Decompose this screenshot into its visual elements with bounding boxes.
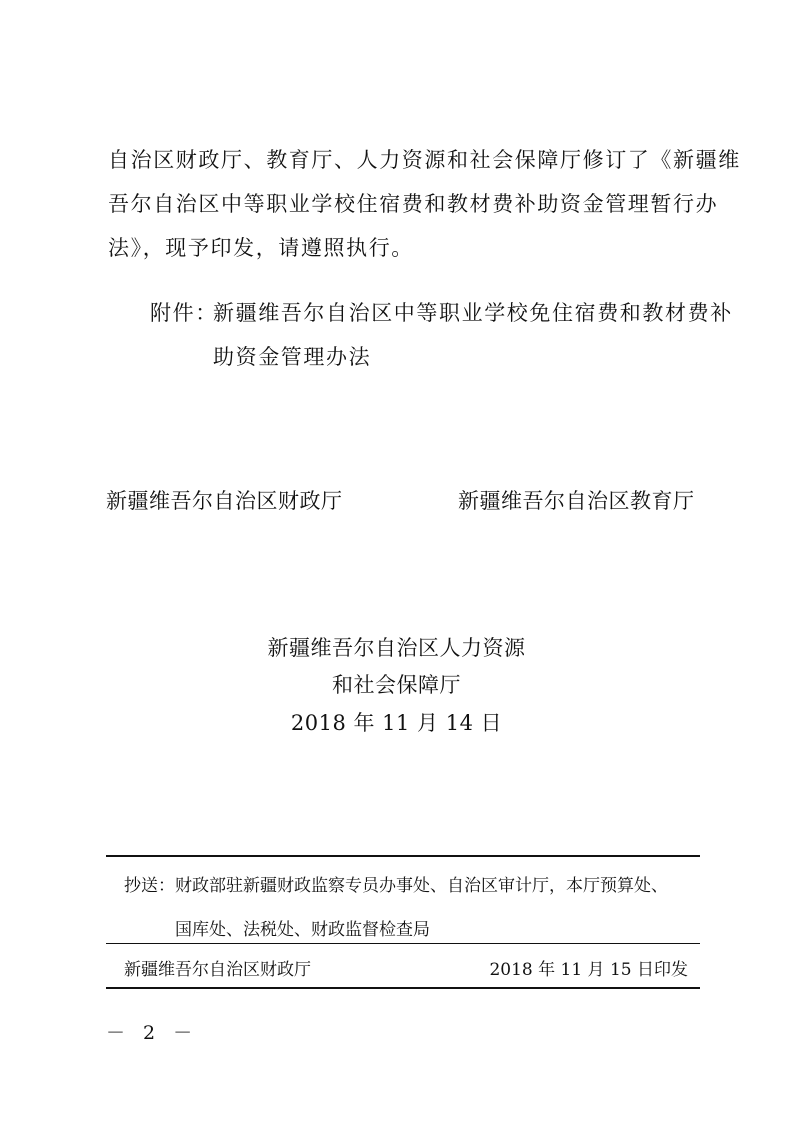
attachment-title-line-1: 新疆维吾尔自治区中等职业学校免住宿费和教材费补	[213, 301, 733, 325]
body-line-2: 吾尔自治区中等职业学校住宿费和教材费补助资金管理暂行办	[108, 192, 719, 216]
cc-label: 抄送：	[124, 876, 175, 896]
bottom-rule	[106, 987, 700, 989]
body-line-3: 法》，现予印发，请遵照执行。	[108, 236, 414, 260]
signature-education: 新疆维吾尔自治区教育厅	[458, 489, 695, 513]
signature-hr-line-2: 和社会保障厅	[332, 673, 461, 697]
attachment-title-line-2: 助资金管理办法	[213, 345, 372, 369]
footer-issuer: 新疆维吾尔自治区财政厅	[124, 960, 311, 980]
top-rule	[106, 855, 700, 857]
page-number: － 2 －	[106, 1022, 199, 1044]
signature-date: 2018 年 11 月 14 日	[290, 711, 503, 735]
middle-rule	[106, 943, 700, 944]
body-line-1: 自治区财政厅、教育厅、人力资源和社会保障厅修订了《新疆维	[108, 148, 741, 172]
attachment-label: 附件：	[150, 301, 218, 325]
cc-line-2: 国库处、法税处、财政监督检查局	[175, 920, 430, 940]
signature-hr-line-1: 新疆维吾尔自治区人力资源	[267, 636, 526, 660]
footer-issue-date: 2018 年 11 月 15 日印发	[489, 960, 688, 980]
cc-line-1: 财政部驻新疆财政监察专员办事处、自治区审计厅，本厅预算处、	[175, 876, 668, 896]
signature-finance: 新疆维吾尔自治区财政厅	[106, 489, 343, 513]
